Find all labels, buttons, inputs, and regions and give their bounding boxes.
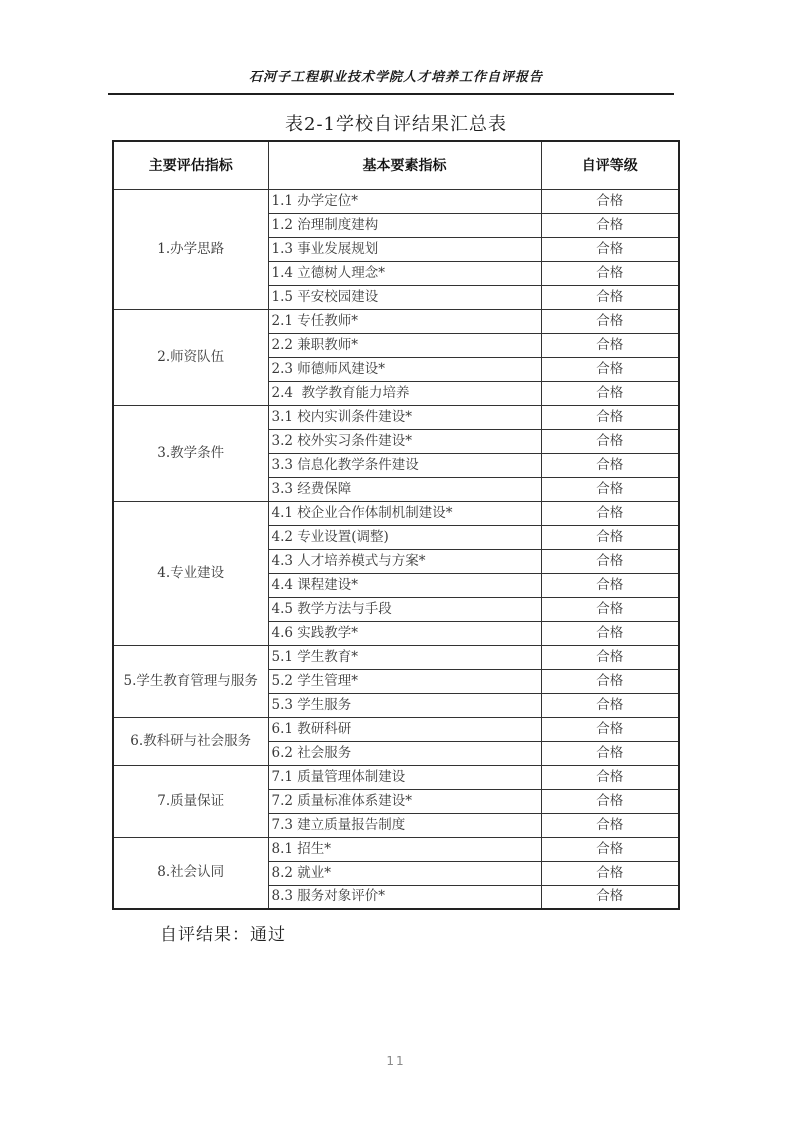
self-grade-cell: 合格 <box>541 309 679 333</box>
element-indicator-cell: 8.2 就业* <box>268 861 541 885</box>
element-indicator-cell: 2.3 师德师风建设* <box>268 357 541 381</box>
element-indicator-cell: 5.3 学生服务 <box>268 693 541 717</box>
main-indicator-cell: 8.社会认同 <box>113 837 268 909</box>
main-indicator-cell: 1.办学思路 <box>113 189 268 309</box>
element-indicator-cell: 6.2 社会服务 <box>268 741 541 765</box>
main-indicator-cell: 6.教科研与社会服务 <box>113 717 268 765</box>
self-grade-cell: 合格 <box>541 573 679 597</box>
element-indicator-cell: 7.1 质量管理体制建设 <box>268 765 541 789</box>
self-grade-cell: 合格 <box>541 765 679 789</box>
element-indicator-cell: 1.2 治理制度建构 <box>268 213 541 237</box>
main-indicator-cell: 2.师资队伍 <box>113 309 268 405</box>
table-header-row <box>113 141 679 189</box>
column-header-self-grade: 自评等级 <box>541 141 679 189</box>
table-row <box>113 501 679 525</box>
self-grade-cell: 合格 <box>541 549 679 573</box>
self-grade-cell: 合格 <box>541 381 679 405</box>
main-indicator-cell: 4.专业建设 <box>113 501 268 645</box>
column-header-element-indicator: 基本要素指标 <box>268 141 541 189</box>
element-indicator-cell: 2.1 专任教师* <box>268 309 541 333</box>
header-divider <box>108 93 674 95</box>
table-row <box>113 309 679 333</box>
self-grade-cell: 合格 <box>541 645 679 669</box>
table-row <box>113 837 679 861</box>
element-indicator-cell: 4.1 校企业合作体制机制建设* <box>268 501 541 525</box>
self-grade-cell: 合格 <box>541 405 679 429</box>
element-indicator-cell: 1.4 立德树人理念* <box>268 261 541 285</box>
element-indicator-cell: 8.1 招生* <box>268 837 541 861</box>
element-indicator-cell: 2.2 兼职教师* <box>268 333 541 357</box>
element-indicator-cell: 1.3 事业发展规划 <box>268 237 541 261</box>
main-indicator-cell: 3.教学条件 <box>113 405 268 501</box>
self-grade-cell: 合格 <box>541 213 679 237</box>
self-evaluation-result-note: 自评结果：通过 <box>160 925 286 945</box>
self-grade-cell: 合格 <box>541 717 679 741</box>
element-indicator-cell: 4.2 专业设置(调整) <box>268 525 541 549</box>
element-indicator-cell: 5.1 学生教育* <box>268 645 541 669</box>
self-grade-cell: 合格 <box>541 669 679 693</box>
self-grade-cell: 合格 <box>541 333 679 357</box>
element-indicator-cell: 4.4 课程建设* <box>268 573 541 597</box>
element-indicator-cell: 3.3 经费保障 <box>268 477 541 501</box>
main-indicator-cell: 5.学生教育管理与服务 <box>113 645 268 717</box>
element-indicator-cell: 2.4 教学教育能力培养 <box>268 381 541 405</box>
self-grade-cell: 合格 <box>541 453 679 477</box>
element-indicator-cell: 8.3 服务对象评价* <box>268 885 541 909</box>
self-grade-cell: 合格 <box>541 429 679 453</box>
element-indicator-cell: 3.1 校内实训条件建设* <box>268 405 541 429</box>
self-grade-cell: 合格 <box>541 525 679 549</box>
self-grade-cell: 合格 <box>541 621 679 645</box>
table-title: 表2-1学校自评结果汇总表 <box>285 114 507 135</box>
self-grade-cell: 合格 <box>541 501 679 525</box>
column-header-main-indicator: 主要评估指标 <box>113 141 268 189</box>
table-row <box>113 189 679 213</box>
main-indicator-cell: 7.质量保证 <box>113 765 268 837</box>
self-grade-cell: 合格 <box>541 813 679 837</box>
self-grade-cell: 合格 <box>541 789 679 813</box>
element-indicator-cell: 4.3 人才培养模式与方案* <box>268 549 541 573</box>
table-body <box>113 189 679 909</box>
self-grade-cell: 合格 <box>541 693 679 717</box>
element-indicator-cell: 7.2 质量标准体系建设* <box>268 789 541 813</box>
element-indicator-cell: 1.5 平安校园建设 <box>268 285 541 309</box>
table-row <box>113 765 679 789</box>
page-number: 11 <box>386 1054 406 1068</box>
self-grade-cell: 合格 <box>541 861 679 885</box>
self-grade-cell: 合格 <box>541 885 679 909</box>
table-row <box>113 717 679 741</box>
element-indicator-cell: 1.1 办学定位* <box>268 189 541 213</box>
self-grade-cell: 合格 <box>541 477 679 501</box>
element-indicator-cell: 6.1 教研科研 <box>268 717 541 741</box>
self-grade-cell: 合格 <box>541 597 679 621</box>
table-row <box>113 405 679 429</box>
element-indicator-cell: 5.2 学生管理* <box>268 669 541 693</box>
self-grade-cell: 合格 <box>541 237 679 261</box>
element-indicator-cell: 4.6 实践教学* <box>268 621 541 645</box>
element-indicator-cell: 3.2 校外实习条件建设* <box>268 429 541 453</box>
self-grade-cell: 合格 <box>541 741 679 765</box>
self-grade-cell: 合格 <box>541 261 679 285</box>
element-indicator-cell: 3.3 信息化教学条件建设 <box>268 453 541 477</box>
self-grade-cell: 合格 <box>541 357 679 381</box>
table-row <box>113 645 679 669</box>
report-running-header: 石河子工程职业技术学院人才培养工作自评报告 <box>248 70 543 85</box>
self-grade-cell: 合格 <box>541 837 679 861</box>
element-indicator-cell: 4.5 教学方法与手段 <box>268 597 541 621</box>
element-indicator-cell: 7.3 建立质量报告制度 <box>268 813 541 837</box>
self-grade-cell: 合格 <box>541 189 679 213</box>
self-evaluation-summary-table <box>112 140 680 910</box>
self-grade-cell: 合格 <box>541 285 679 309</box>
